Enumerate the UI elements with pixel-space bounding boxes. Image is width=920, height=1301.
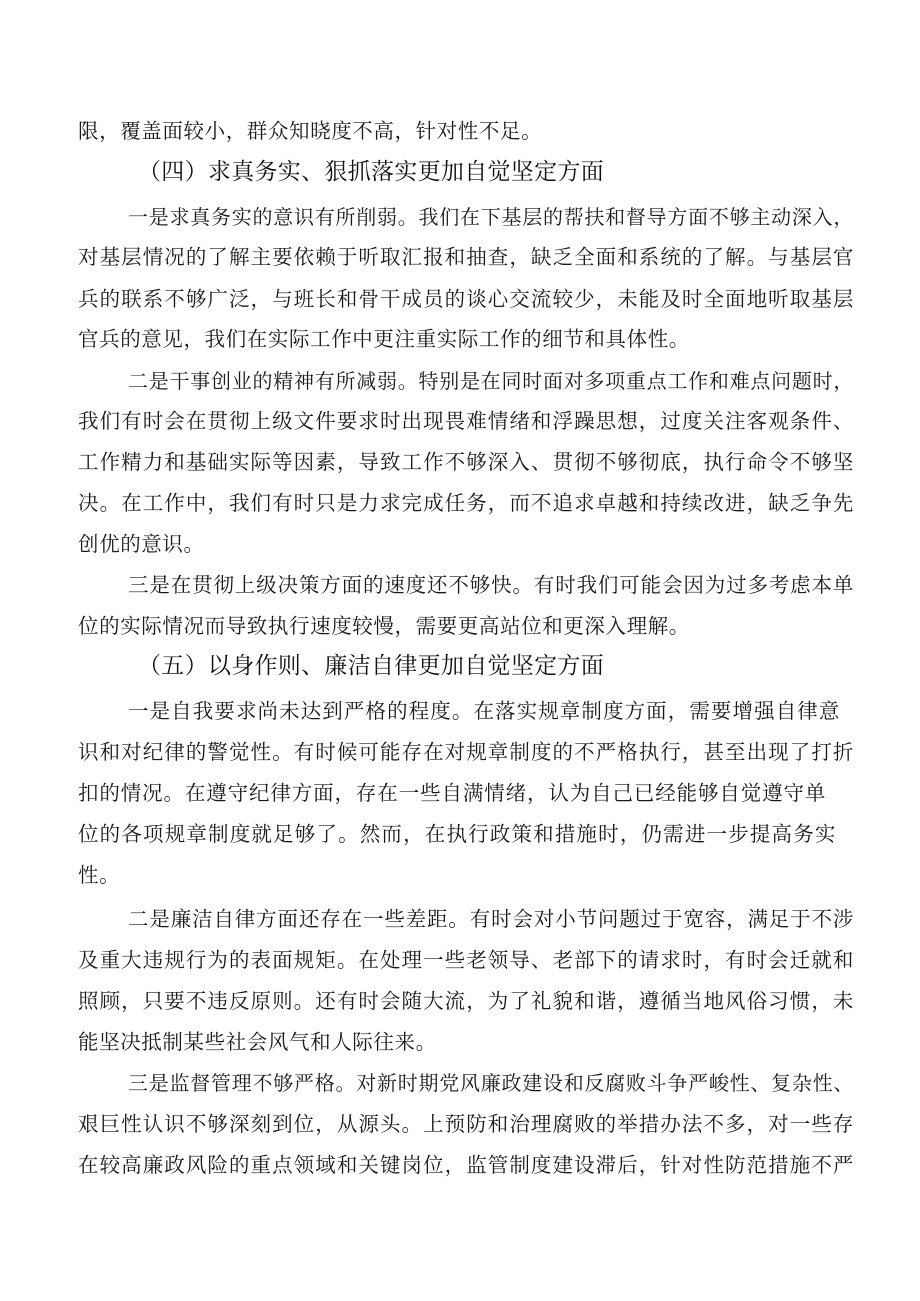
paragraph-line: 三是在贯彻上级决策方面的速度还不够快。有时我们可能会因为过多考虑本单 [128, 573, 854, 597]
paragraph-line: 及重大违规行为的表面规矩。在处理一些老领导、老部下的请求时，有时会迁就和 [78, 948, 854, 972]
paragraph-line: 性。 [78, 863, 121, 887]
paragraph-line: 二是廉洁自律方面还存在一些差距。有时会对小节问题过于宽容，满足于不涉 [128, 907, 854, 931]
paragraph-line: 决。在工作中，我们有时只是力求完成任务，而不追求卓越和持续改进，缺乏争先 [78, 491, 854, 515]
paragraph-line: 对基层情况的了解主要依赖于听取汇报和抽查，缺乏全面和系统的了解。与基层官 [78, 245, 854, 269]
paragraph-line: 三是监督管理不够严格。对新时期党风廉政建设和反腐败斗争严峻性、复杂性、 [128, 1071, 854, 1095]
paragraph-line: 一是自我要求尚未达到严格的程度。在落实规章制度方面，需要增强自律意 [128, 699, 840, 723]
paragraph-line: 位的各项规章制度就足够了。然而，在执行政策和措施时，仍需进一步提高务实 [78, 822, 836, 846]
paragraph-line: 限，覆盖面较小，群众知晓度不高，针对性不足。 [78, 119, 543, 143]
paragraph-line: 在较高廉政风险的重点领域和关键岗位，监管制度建设滞后，针对性防范措施不严 [78, 1153, 854, 1177]
paragraph-line: 识和对纪律的警觉性。有时候可能存在对规章制度的不严格执行，甚至出现了打折 [78, 740, 854, 764]
paragraph-line: 艰巨性认识不够深刻到位，从源头。上预防和治理腐败的举措办法不多，对一些存 [78, 1112, 854, 1136]
paragraph-line: 能坚决抵制某些社会风气和人际往来。 [78, 1030, 437, 1054]
paragraph-line: 位的实际情况而导致执行速度较慢，需要更高站位和更深入理解。 [78, 614, 690, 638]
paragraph-line: 一是求真务实的意识有所削弱。我们在下基层的帮扶和督导方面不够主动深入， [128, 205, 854, 229]
paragraph-line: 兵的联系不够广泛，与班长和骨干成员的谈心交流较少，未能及时全面地听取基层 [78, 287, 854, 311]
paragraph-line: 二是干事创业的精神有所减弱。特别是在同时面对多项重点工作和难点问题时， [128, 369, 854, 393]
paragraph-line: 创优的意识。 [78, 532, 205, 556]
paragraph-line: 扣的情况。在遵守纪律方面，存在一些自满情绪，认为自己已经能够自觉遵守单 [78, 781, 826, 805]
paragraph-line: 官兵的意见，我们在实际工作中更注重实际工作的细节和具体性。 [78, 327, 690, 351]
section-heading-5: （五）以身作则、廉洁自律更加自觉坚定方面 [138, 653, 604, 679]
section-heading-4: （四）求真务实、狠抓落实更加自觉坚定方面 [138, 159, 604, 185]
paragraph-line: 工作精力和基础实际等因素，导致工作不够深入、贯彻不够彻底，执行命令不够坚 [78, 450, 854, 474]
paragraph-line: 我们有时会在贯彻上级文件要求时出现畏难情绪和浮躁思想，过度关注客观条件、 [78, 409, 854, 433]
paragraph-line: 照顾，只要不违反原则。还有时会随大流，为了礼貌和谐，遵循当地风俗习惯，未 [78, 989, 854, 1013]
